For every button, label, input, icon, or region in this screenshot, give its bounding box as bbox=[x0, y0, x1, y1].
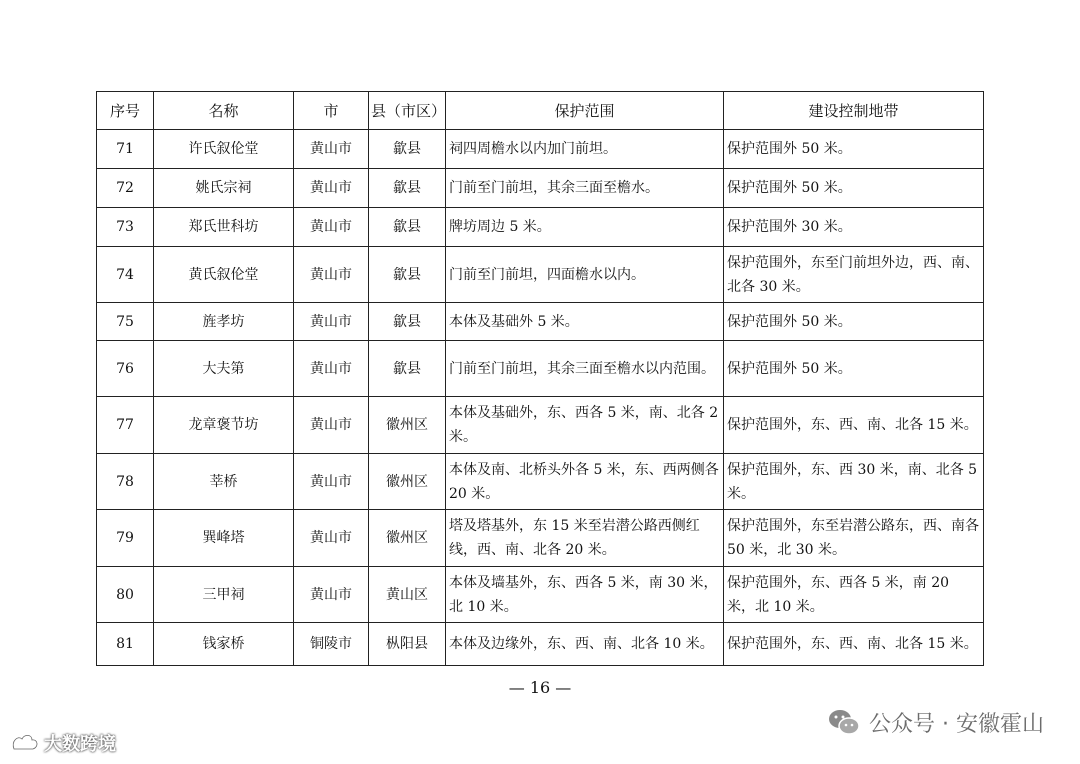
row-no: 77 bbox=[97, 397, 154, 454]
table-row bbox=[97, 341, 984, 397]
row-protect: 本体及墙基外，东、西各 5 米，南 30 米，北 10 米。 bbox=[446, 567, 724, 623]
header-no: 序号 bbox=[97, 92, 154, 130]
row-protect: 门前至门前坦，其余三面至檐水以内范围。 bbox=[446, 341, 724, 397]
brand-logo-icon bbox=[10, 731, 40, 755]
row-county: 徽州区 bbox=[369, 397, 446, 454]
row-control: 保护范围外，东至门前坦外边，西、南、北各 30 米。 bbox=[724, 247, 984, 303]
wechat-watermark-text: 公众号 · 安徽霍山 bbox=[869, 711, 1044, 737]
row-county: 歙县 bbox=[369, 130, 446, 169]
row-name: 旌孝坊 bbox=[154, 303, 294, 341]
table-row bbox=[97, 510, 984, 567]
row-name: 姚氏宗祠 bbox=[154, 169, 294, 208]
row-city: 黄山市 bbox=[294, 208, 369, 247]
row-control: 保护范围外 50 米。 bbox=[724, 130, 984, 169]
row-control: 保护范围外，东、西、南、北各 15 米。 bbox=[724, 397, 984, 454]
brand-watermark-text: 大数跨境 bbox=[44, 734, 116, 755]
table-row bbox=[97, 454, 984, 510]
row-no: 75 bbox=[97, 303, 154, 341]
row-county: 歙县 bbox=[369, 303, 446, 341]
row-control: 保护范围外，东、西、南、北各 15 米。 bbox=[724, 623, 984, 666]
row-name: 巽峰塔 bbox=[154, 510, 294, 567]
wechat-watermark bbox=[827, 702, 1044, 742]
row-control: 保护范围外 30 米。 bbox=[724, 208, 984, 247]
header-county: 县（市区） bbox=[369, 92, 446, 130]
row-no: 79 bbox=[97, 510, 154, 567]
table-row bbox=[97, 567, 984, 623]
header-name: 名称 bbox=[154, 92, 294, 130]
row-city: 黄山市 bbox=[294, 567, 369, 623]
row-name: 郑氏世科坊 bbox=[154, 208, 294, 247]
table-header-row bbox=[97, 92, 984, 130]
row-name: 莘桥 bbox=[154, 454, 294, 510]
table-row bbox=[97, 208, 984, 247]
row-control: 保护范围外 50 米。 bbox=[724, 303, 984, 341]
row-county: 歙县 bbox=[369, 208, 446, 247]
row-county: 歙县 bbox=[369, 247, 446, 303]
row-protect: 门前至门前坦，四面檐水以内。 bbox=[446, 247, 724, 303]
row-city: 黄山市 bbox=[294, 397, 369, 454]
wechat-icon bbox=[827, 707, 861, 737]
row-no: 74 bbox=[97, 247, 154, 303]
row-control: 保护范围外 50 米。 bbox=[724, 341, 984, 397]
row-control: 保护范围外，东、西各 5 米，南 20 米，北 10 米。 bbox=[724, 567, 984, 623]
header-protect: 保护范围 bbox=[446, 92, 724, 130]
row-county: 枞阳县 bbox=[369, 623, 446, 666]
row-city: 黄山市 bbox=[294, 303, 369, 341]
row-no: 72 bbox=[97, 169, 154, 208]
row-city: 黄山市 bbox=[294, 169, 369, 208]
row-protect: 本体及边缘外，东、西、南、北各 10 米。 bbox=[446, 623, 724, 666]
row-no: 80 bbox=[97, 567, 154, 623]
table-row bbox=[97, 130, 984, 169]
row-control: 保护范围外，东、西 30 米，南、北各 5 米。 bbox=[724, 454, 984, 510]
row-protect: 本体及基础外，东、西各 5 米，南、北各 2 米。 bbox=[446, 397, 724, 454]
table-row bbox=[97, 247, 984, 303]
table-row bbox=[97, 623, 984, 666]
header-control: 建设控制地带 bbox=[724, 92, 984, 130]
row-protect: 塔及塔基外，东 15 米至岩潜公路西侧红线，西、南、北各 20 米。 bbox=[446, 510, 724, 567]
row-name: 许氏叙伦堂 bbox=[154, 130, 294, 169]
table-row bbox=[97, 169, 984, 208]
row-no: 81 bbox=[97, 623, 154, 666]
row-county: 徽州区 bbox=[369, 454, 446, 510]
row-city: 黄山市 bbox=[294, 454, 369, 510]
row-no: 76 bbox=[97, 341, 154, 397]
row-no: 73 bbox=[97, 208, 154, 247]
row-city: 黄山市 bbox=[294, 341, 369, 397]
row-city: 黄山市 bbox=[294, 510, 369, 567]
row-city: 铜陵市 bbox=[294, 623, 369, 666]
brand-watermark bbox=[10, 728, 116, 758]
row-name: 大夫第 bbox=[154, 341, 294, 397]
row-county: 徽州区 bbox=[369, 510, 446, 567]
row-name: 钱家桥 bbox=[154, 623, 294, 666]
row-protect: 祠四周檐水以内加门前坦。 bbox=[446, 130, 724, 169]
row-name: 龙章褒节坊 bbox=[154, 397, 294, 454]
page-number: — 16 — bbox=[508, 678, 572, 697]
row-protect: 牌坊周边 5 米。 bbox=[446, 208, 724, 247]
row-name: 三甲祠 bbox=[154, 567, 294, 623]
row-protect: 本体及基础外 5 米。 bbox=[446, 303, 724, 341]
table-row bbox=[97, 397, 984, 454]
header-city: 市 bbox=[294, 92, 369, 130]
row-city: 黄山市 bbox=[294, 130, 369, 169]
row-city: 黄山市 bbox=[294, 247, 369, 303]
row-protect: 门前至门前坦，其余三面至檐水。 bbox=[446, 169, 724, 208]
row-county: 黄山区 bbox=[369, 567, 446, 623]
row-control: 保护范围外，东至岩潜公路东，西、南各 50 米，北 30 米。 bbox=[724, 510, 984, 567]
table-row bbox=[97, 303, 984, 341]
row-name: 黄氏叙伦堂 bbox=[154, 247, 294, 303]
heritage-table bbox=[96, 91, 984, 666]
row-no: 71 bbox=[97, 130, 154, 169]
row-county: 歙县 bbox=[369, 341, 446, 397]
row-county: 歙县 bbox=[369, 169, 446, 208]
row-control: 保护范围外 50 米。 bbox=[724, 169, 984, 208]
row-no: 78 bbox=[97, 454, 154, 510]
row-protect: 本体及南、北桥头外各 5 米，东、西两侧各 20 米。 bbox=[446, 454, 724, 510]
